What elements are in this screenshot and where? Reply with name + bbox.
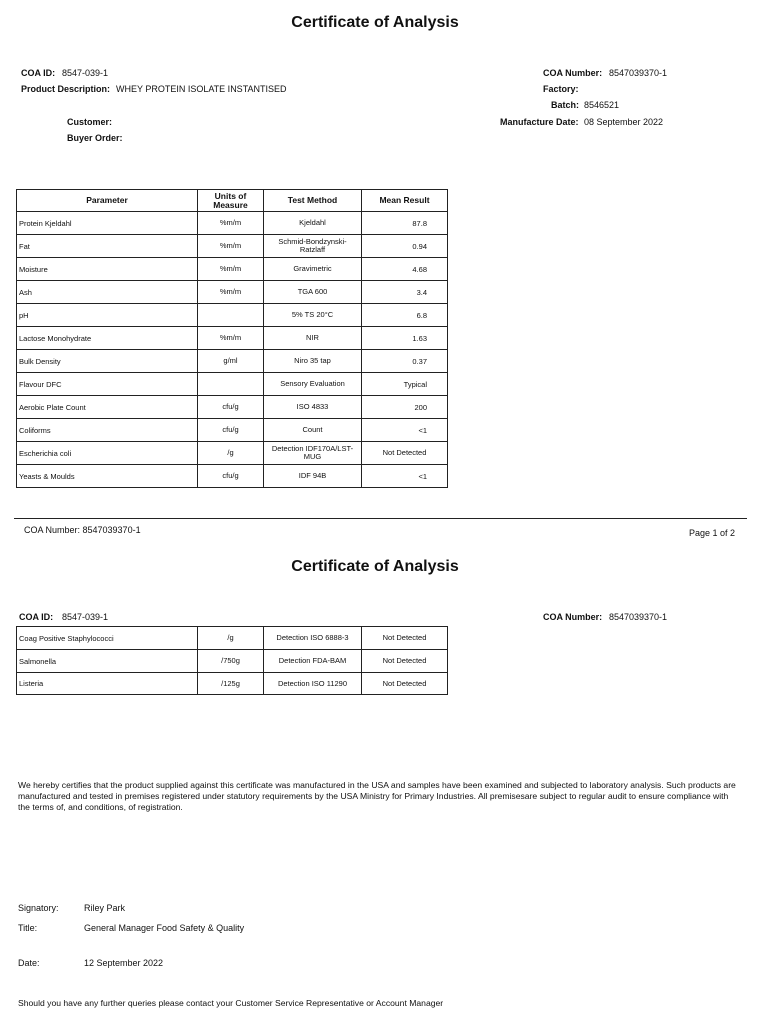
manufacture-date-value: 08 September 2022 xyxy=(584,117,664,127)
method-cell: Kjeldahl xyxy=(264,212,362,235)
results-table xyxy=(16,189,448,488)
microbiology-table xyxy=(16,626,448,695)
units-cell xyxy=(198,304,264,327)
result-cell: 1.63 xyxy=(362,327,448,350)
table-row xyxy=(17,419,448,442)
queries-note: Should you have any further queries please contact your Customer Service Representative or Account Manager xyxy=(18,998,444,1008)
header-units: Units of Measure xyxy=(198,190,264,212)
coa-number-value: 8547039370-1 xyxy=(609,68,668,78)
method-cell: Detection ISO 11290 xyxy=(264,673,362,695)
result-cell: Not Detected xyxy=(362,627,448,650)
units-cell: %m/m xyxy=(198,235,264,258)
table-row xyxy=(17,373,448,396)
units-cell: g/ml xyxy=(198,350,264,373)
result-cell: 6.8 xyxy=(362,304,448,327)
batch-label: Batch: xyxy=(551,100,580,110)
table-row xyxy=(17,327,448,350)
result-cell: 200 xyxy=(362,396,448,419)
units-cell: /g xyxy=(198,627,264,650)
result-cell: Not Detected xyxy=(362,673,448,695)
method-cell: Sensory Evaluation xyxy=(264,373,362,396)
parameter-cell: Yeasts & Moulds xyxy=(17,465,198,488)
method-cell: Detection FDA-BAM xyxy=(264,650,362,673)
parameter-cell: Bulk Density xyxy=(17,350,198,373)
table-row xyxy=(17,673,448,695)
table-row xyxy=(17,258,448,281)
footer-coa-number: COA Number: 8547039370-1 xyxy=(24,525,141,535)
method-cell: Count xyxy=(264,419,362,442)
units-cell: %m/m xyxy=(198,258,264,281)
table-row xyxy=(17,235,448,258)
table-row xyxy=(17,281,448,304)
units-cell: cfu/g xyxy=(198,396,264,419)
result-cell: 0.37 xyxy=(362,350,448,373)
page2-coa-id-label: COA ID: xyxy=(19,612,54,622)
parameter-cell: Fat xyxy=(17,235,198,258)
result-cell: 87.8 xyxy=(362,212,448,235)
units-cell: %m/m xyxy=(198,281,264,304)
parameter-cell: Aerobic Plate Count xyxy=(17,396,198,419)
table-row xyxy=(17,350,448,373)
result-cell: Not Detected xyxy=(362,650,448,673)
table-row xyxy=(17,304,448,327)
header-test-method: Test Method xyxy=(264,190,362,212)
page2-coa-number-value: 8547039370-1 xyxy=(609,612,668,622)
parameter-cell: Flavour DFC xyxy=(17,373,198,396)
table-row xyxy=(17,627,448,650)
parameter-cell: Coliforms xyxy=(17,419,198,442)
result-cell: <1 xyxy=(362,419,448,442)
page2-coa-id-value: 8547-039-1 xyxy=(62,612,109,622)
method-cell: Niro 35 tap xyxy=(264,350,362,373)
units-cell: %m/m xyxy=(198,327,264,350)
coa-id-label: COA ID: xyxy=(21,68,56,78)
parameter-cell: Escherichia coli xyxy=(17,442,198,465)
units-cell xyxy=(198,373,264,396)
page2-coa-number-label: COA Number: xyxy=(543,612,603,622)
factory-label: Factory: xyxy=(543,84,579,94)
buyer-order-label: Buyer Order: xyxy=(67,133,123,143)
table-row xyxy=(17,650,448,673)
result-cell: <1 xyxy=(362,465,448,488)
method-cell: Schmid-Bondzynski-Ratzlaff xyxy=(264,235,362,258)
method-cell: NIR xyxy=(264,327,362,350)
page-divider xyxy=(14,518,747,519)
product-description-value: WHEY PROTEIN ISOLATE INSTANTISED xyxy=(116,84,287,94)
title-value: General Manager Food Safety & Quality xyxy=(84,923,245,933)
method-cell: IDF 94B xyxy=(264,465,362,488)
parameter-cell: Coag Positive Staphylococci xyxy=(17,627,198,650)
table-row xyxy=(17,442,448,465)
result-cell: 0.94 xyxy=(362,235,448,258)
product-description-label: Product Description: xyxy=(21,84,111,94)
method-cell: Detection ISO 6888-3 xyxy=(264,627,362,650)
customer-label: Customer: xyxy=(67,117,113,127)
parameter-cell: pH xyxy=(17,304,198,327)
units-cell: /125g xyxy=(198,673,264,695)
result-cell: Typical xyxy=(362,373,448,396)
method-cell: ISO 4833 xyxy=(264,396,362,419)
certification-statement: We hereby certifies that the product supplied against this certificate was manufactured in the USA and samples have been examined and subjected to laboratory analysis. Such products are manufactured and tested in premises registered under statutory requirements by the USA Ministry for Primary Industries. All premisesare subject to regular audit to ensure compliance with the terms of, and conditions, of registration. xyxy=(18,780,736,812)
method-cell: Detection IDF170A/LST-MUG xyxy=(264,442,362,465)
units-cell: /750g xyxy=(198,650,264,673)
table-header-row xyxy=(17,190,448,212)
page-number: Page 1 of 2 xyxy=(689,528,736,538)
signatory-value: Riley Park xyxy=(84,903,126,913)
method-cell: TGA 600 xyxy=(264,281,362,304)
coa-number-label: COA Number: xyxy=(543,68,603,78)
page2-title: Certificate of Analysis xyxy=(291,558,459,575)
parameter-cell: Protein Kjeldahl xyxy=(17,212,198,235)
units-cell: cfu/g xyxy=(198,465,264,488)
header-mean-result: Mean Result xyxy=(362,190,448,212)
date-value: 12 September 2022 xyxy=(84,958,164,968)
parameter-cell: Moisture xyxy=(17,258,198,281)
table-row xyxy=(17,212,448,235)
units-cell: %m/m xyxy=(198,212,264,235)
header-parameter: Parameter xyxy=(17,190,198,212)
coa-id-value: 8547-039-1 xyxy=(62,68,109,78)
units-cell: /g xyxy=(198,442,264,465)
parameter-cell: Lactose Monohydrate xyxy=(17,327,198,350)
parameter-cell: Ash xyxy=(17,281,198,304)
title-label: Title: xyxy=(18,923,38,933)
method-cell: Gravimetric xyxy=(264,258,362,281)
result-cell: Not Detected xyxy=(362,442,448,465)
signatory-label: Signatory: xyxy=(18,903,59,913)
table-row xyxy=(17,396,448,419)
page-title: Certificate of Analysis xyxy=(291,14,459,31)
manufacture-date-label: Manufacture Date: xyxy=(500,117,579,127)
parameter-cell: Salmonella xyxy=(17,650,198,673)
table-row xyxy=(17,465,448,488)
parameter-cell: Listeria xyxy=(17,673,198,695)
result-cell: 4.68 xyxy=(362,258,448,281)
batch-value: 8546521 xyxy=(584,100,620,110)
units-cell: cfu/g xyxy=(198,419,264,442)
result-cell: 3.4 xyxy=(362,281,448,304)
method-cell: 5% TS 20°C xyxy=(264,304,362,327)
date-label: Date: xyxy=(18,958,40,968)
